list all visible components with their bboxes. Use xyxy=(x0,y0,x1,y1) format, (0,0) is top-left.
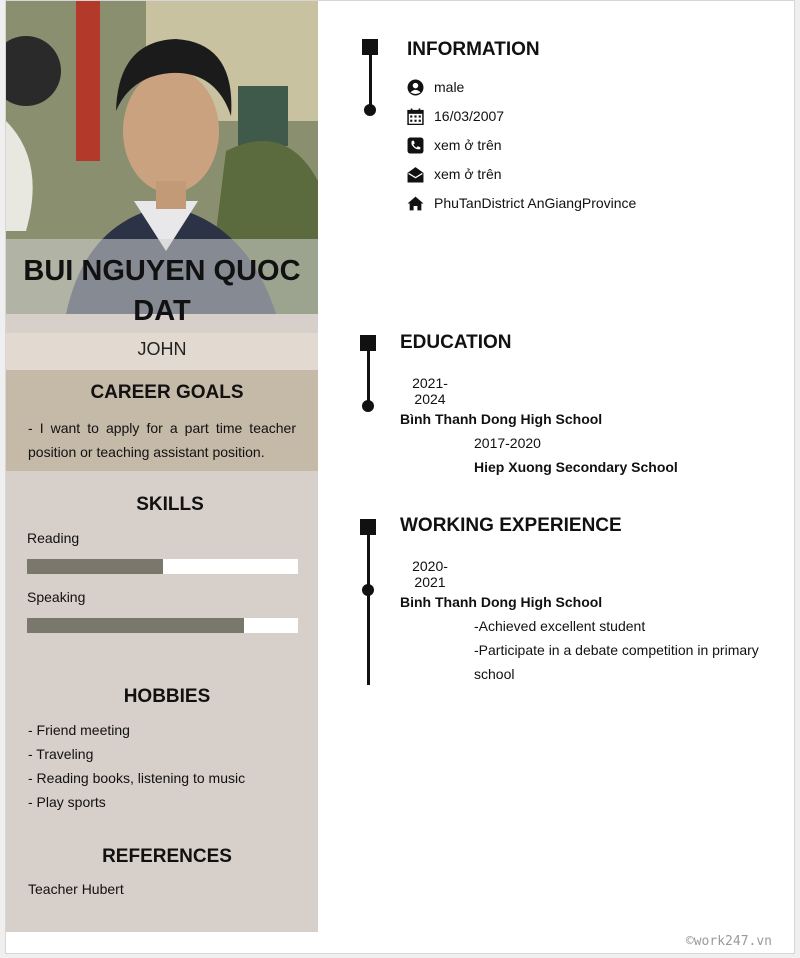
phone-value: xem ở trên xyxy=(434,137,502,153)
experience-detail: -Participate in a debate competition in primary xyxy=(474,642,759,658)
education-period: 2017-2020 xyxy=(474,435,541,451)
list-item: - Traveling xyxy=(28,746,94,762)
gender-value: male xyxy=(434,79,465,95)
phone-row xyxy=(407,135,502,155)
period-end: 2021 xyxy=(414,574,446,590)
skill-bar-fill xyxy=(27,618,244,633)
career-goals-title: CAREER GOALS xyxy=(90,382,244,403)
list-item: - Friend meeting xyxy=(28,722,130,738)
period-start: 2020- xyxy=(412,558,448,574)
period-end: 2024 xyxy=(414,391,446,407)
hobbies-title: HOBBIES xyxy=(123,686,211,707)
information-title: INFORMATION xyxy=(407,39,540,60)
cv-page xyxy=(5,0,795,954)
timeline-dot xyxy=(364,104,376,116)
school-name: Hiep Xuong Secondary School xyxy=(474,459,678,475)
experience-detail: school xyxy=(474,666,515,682)
career-goals-text: - I want to apply for a part time teacher position or teaching assistant position. xyxy=(28,420,296,460)
birthdate-row xyxy=(407,106,504,126)
skill-bar xyxy=(27,618,298,633)
references-title: REFERENCES xyxy=(102,846,232,867)
email-row xyxy=(407,164,502,184)
email-value: xem ở trên xyxy=(434,166,502,182)
calendar-icon xyxy=(407,108,424,125)
gender-row xyxy=(407,77,464,97)
experience-period xyxy=(405,558,455,590)
timeline-dot xyxy=(362,400,374,412)
envelope-open-icon xyxy=(407,166,424,183)
school-name: Bình Thanh Dong High School xyxy=(400,411,603,427)
period-start: 2021- xyxy=(412,375,448,391)
watermark: ©work247.vn xyxy=(685,934,772,949)
references-text: Teacher Hubert xyxy=(28,881,124,897)
education-title: EDUCATION xyxy=(400,332,512,353)
experience-detail: -Achieved excellent student xyxy=(474,618,646,634)
address-row xyxy=(407,193,636,213)
skill-bar-fill xyxy=(27,559,163,574)
address-value: PhuTanDistrict AnGiangProvince xyxy=(434,195,637,211)
timeline-line xyxy=(369,53,372,109)
career-goals-section xyxy=(6,370,318,471)
skills-title: SKILLS xyxy=(136,494,204,515)
list-item: - Play sports xyxy=(28,794,106,810)
timeline-dot xyxy=(362,584,374,596)
experience-title: WORKING EXPERIENCE xyxy=(400,515,622,536)
skill-label: Reading xyxy=(27,530,80,546)
list-item: - Reading books, listening to music xyxy=(28,770,246,786)
workplace-name: Binh Thanh Dong High School xyxy=(400,594,603,610)
skill-bar xyxy=(27,559,298,574)
full-name: BUI NGUYEN QUOC DAT xyxy=(23,255,301,327)
home-icon xyxy=(407,195,424,212)
phone-icon xyxy=(407,137,424,154)
skill-label: Speaking xyxy=(27,589,86,605)
hobby-list xyxy=(28,718,245,814)
education-period xyxy=(405,375,455,407)
birthdate-value: 16/03/2007 xyxy=(434,108,505,124)
user-circle-icon xyxy=(407,79,424,96)
timeline-line xyxy=(367,349,370,401)
timeline-line xyxy=(367,533,370,685)
nickname: JOHN xyxy=(6,333,318,370)
